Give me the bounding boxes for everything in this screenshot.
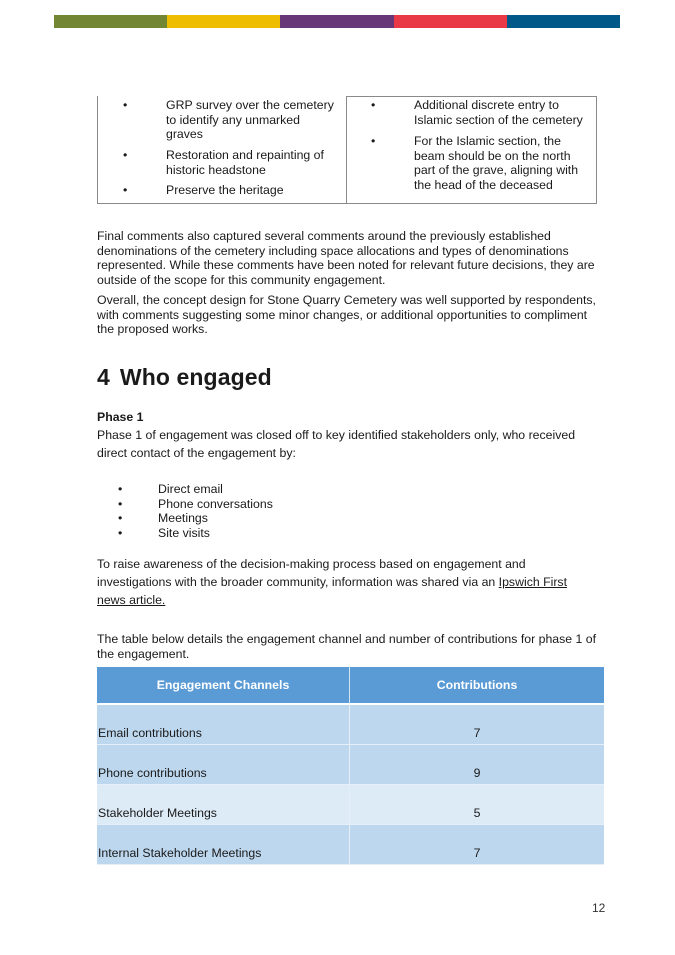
count-cell: 7: [350, 704, 605, 745]
list-item-text: For the Islamic section, the: [414, 134, 561, 148]
awareness-paragraph: To raise awareness of the decision-making process based on engagement and investigations with the broader community, information was shared via an Ipswich First news article.: [97, 557, 567, 607]
count-cell: 9: [350, 745, 605, 785]
list-item-text: Islamic section of the cemetery: [414, 112, 583, 127]
table-header-row: [97, 667, 604, 704]
feedback-table-right-cell: [346, 96, 597, 204]
bullet-icon: •: [118, 496, 123, 511]
color-segment-green: [54, 15, 167, 28]
column-header-contributions: Contributions: [350, 667, 605, 704]
list-item-text: graves: [166, 127, 203, 141]
news-article-link[interactable]: news article.: [97, 593, 166, 607]
section-heading: [97, 364, 272, 391]
color-segment-red: [394, 15, 507, 28]
list-item-text: the head of the deceased: [414, 177, 553, 192]
list-item-text: part of the grave, aligning with: [414, 163, 579, 177]
table-row: [97, 785, 604, 825]
bullet-icon: •: [371, 98, 376, 112]
feedback-table-left-cell: [97, 96, 347, 203]
page-number: 12: [592, 901, 606, 915]
list-item-text: to identify any unmarked: [166, 112, 300, 127]
ipswich-first-link[interactable]: Ipswich First: [498, 575, 567, 589]
table-intro-paragraph: The table below details the engagement channel and number of contributions for phase 1 of the engagement.: [97, 632, 597, 661]
table-row: [97, 745, 604, 785]
phase-1-title: Phase 1: [97, 410, 144, 424]
bullet-icon: •: [123, 183, 128, 197]
bullet-icon: •: [118, 511, 123, 525]
count-cell: 5: [350, 785, 605, 825]
table-row: [97, 825, 604, 865]
list-item-text: GRP survey over the cemetery: [166, 98, 334, 112]
list-item-text: beam should be on the north: [414, 148, 571, 163]
list-item-text: Additional discrete entry to: [414, 98, 559, 112]
bullet-icon: •: [118, 482, 123, 496]
bullet-icon: •: [123, 98, 128, 112]
final-comments-paragraph: Final comments also captured several comments around the previously established denominations of the cemetery including space allocations and types of denominations represented. While these comments have been noted for relevant future decisions, they are outside of the scope for this community engagement.: [97, 229, 595, 287]
overall-paragraph: Overall, the concept design for Stone Quarry Cemetery was well supported by respondents, with comments suggesting some minor changes, or additional opportunities to compliment the proposed works.: [97, 293, 596, 336]
table-row: [97, 704, 604, 745]
bullet-icon: •: [123, 148, 128, 162]
column-header-channels: Engagement Channels: [97, 667, 350, 704]
table-bottom-border: [97, 203, 596, 204]
color-segment-purple: [280, 15, 393, 28]
section-number: 4: [97, 364, 110, 390]
list-item-text: historic headstone: [166, 162, 266, 177]
channel-cell: Internal Stakeholder Meetings: [97, 825, 350, 865]
list-item-text: Restoration and repainting of: [166, 148, 324, 162]
channel-cell: Stakeholder Meetings: [97, 785, 350, 825]
feedback-table: [97, 96, 596, 204]
color-segment-yellow: [167, 15, 280, 28]
count-cell: 7: [350, 825, 605, 865]
color-segment-blue: [507, 15, 620, 28]
section-title: Who engaged: [119, 364, 272, 390]
bullet-icon: •: [118, 525, 123, 540]
channel-cell: Email contributions: [97, 704, 350, 745]
phase-1-intro: Phase 1 of engagement was closed off to key identified stakeholders only, who received direct contact of the engagement by:: [97, 428, 576, 460]
list-item-text: Preserve the heritage: [166, 183, 284, 197]
brand-color-bar: [54, 15, 620, 28]
engagement-table: [97, 667, 604, 865]
bullet-icon: •: [371, 134, 376, 148]
channel-cell: Phone contributions: [97, 745, 350, 785]
